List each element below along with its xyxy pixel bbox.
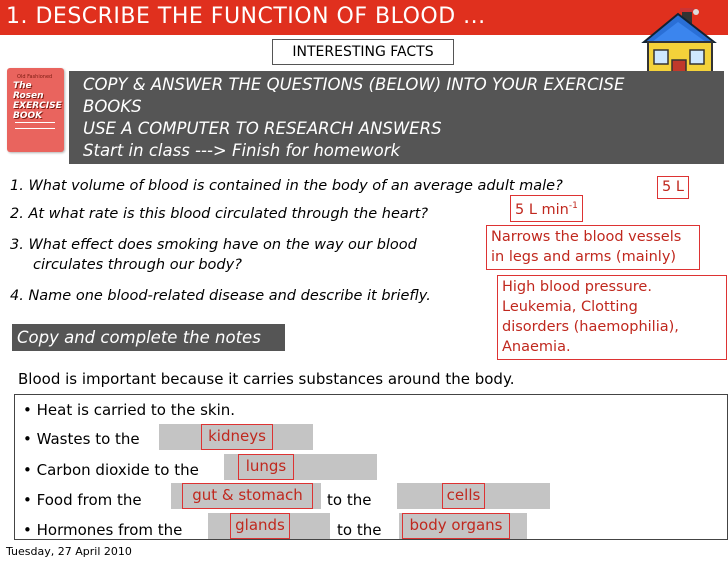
exercise-book-icon — [7, 68, 64, 152]
instruction-line: Start in class ---> Finish for homework — [83, 141, 401, 160]
book-caption: Old Fashioned — [17, 74, 53, 80]
interesting-facts-button[interactable]: INTERESTING FACTS — [272, 39, 454, 65]
notes-box — [14, 394, 728, 540]
bullet-food: • Food from the — [23, 491, 142, 509]
question-3-line1: 3. What effect does smoking have on the way our blood — [10, 237, 417, 253]
hormones-to-label: to the — [337, 521, 382, 539]
answer-3: Narrows the blood vessels in legs and arms (mainly) — [486, 225, 700, 270]
question-3-line2: circulates through our body? — [33, 257, 242, 273]
instruction-box — [69, 71, 724, 164]
bullet-co2: • Carbon dioxide to the — [23, 461, 199, 479]
food-to-label: to the — [327, 491, 372, 509]
bullet-hormones: • Hormones from the — [23, 521, 183, 539]
bullet-heat: • Heat is carried to the skin. — [23, 401, 236, 419]
blood-statement: Blood is important because it carries substances around the body. — [18, 370, 515, 388]
instruction-line: COPY & ANSWER THE QUESTIONS (BELOW) INTO YOUR EXERCISE — [83, 75, 625, 94]
fill-body-organs: body organs — [402, 513, 510, 539]
fill-gut-stomach: gut & stomach — [182, 483, 313, 509]
answer-4: High blood pressure. Leukemia, Clotting disorders (haemophilia), Anaemia. — [497, 275, 727, 360]
answer-2: 5 L $\min^{-1}$ — [510, 195, 583, 222]
bullet-wastes: • Wastes to the — [23, 430, 140, 448]
fill-kidneys: kidneys — [201, 424, 273, 450]
question-4: 4. Name one blood-related disease and describe it briefly. — [10, 288, 431, 304]
book-title: The Rosen EXERCISE BOOK — [13, 81, 62, 121]
instruction-line: BOOKS — [83, 97, 142, 116]
copy-notes-heading: Copy and complete the notes — [12, 324, 285, 351]
fill-cells: cells — [442, 483, 485, 509]
instruction-line: USE A COMPUTER TO RESEARCH ANSWERS — [83, 119, 442, 138]
book-line — [15, 122, 55, 123]
question-2: 2. At what rate is this blood circulated through the heart? — [10, 206, 429, 222]
fill-lungs: lungs — [238, 454, 294, 480]
book-line — [15, 128, 55, 129]
date-footer: Tuesday, 27 April 2010 — [6, 545, 132, 558]
page-title: 1. DESCRIBE THE FUNCTION OF BLOOD ... — [6, 4, 486, 29]
question-1: 1. What volume of blood is contained in the body of an average adult male? — [10, 178, 563, 194]
title-bar — [0, 0, 728, 35]
answer-1: 5 L — [657, 176, 689, 199]
fill-glands: glands — [230, 513, 290, 539]
